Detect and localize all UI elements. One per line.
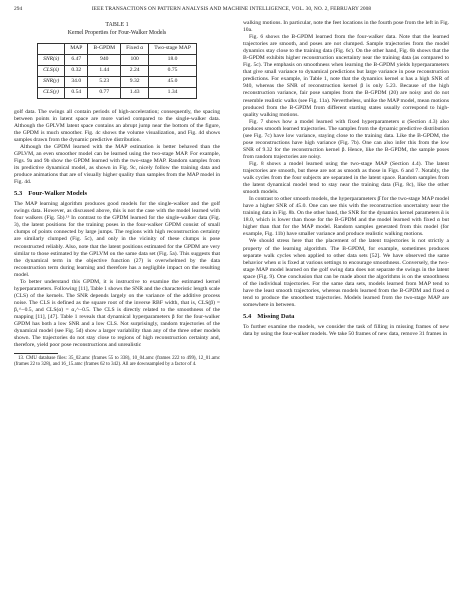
table-cell: 1.34 [149, 87, 197, 98]
paragraph: In contrast to other smooth models, the hyperparameters β̄ for the two-stage MAP model have a higher SNR of 45.0. One can see this with the reconstruction uncertainty near the training data in Fig. 8b. On the other hand, the SNR for the dynamics kernel parameters ᾱ is 18.0, which is lower than those for the B-GPDM and the model learned with fixed α but higher than that for the MAP model. Random samples generated from this model (for example, Fig. 11b) have smaller variance and produce realistic walking motions. [243, 196, 449, 238]
paragraph: Fig. 7 shows how a model learned with fixed hyperparameters α (Section 4.3) also produces smooth learned trajectories. The samples from the dynamic predictive distribution (see Fig. 7c) have low variance, staying close to the training data. Like the B-GPDM, the pose reconstructions have high variance (Fig. 7b). One can also infer this from the low SNR of 9.32 for the reconstruction kernel β. Hence, like the B-GPDM, the sample poses from random trajectories are noisy. [243, 118, 449, 160]
running-header [14, 6, 449, 15]
table-caption: TABLE 1 [105, 22, 129, 28]
right-column [243, 20, 449, 338]
paragraph: The MAP learning algorithm produces good models for the single-walker and the golf swings data. However, as discussed above, this is not the case with the model learned with four walkers (Fig. 5b).¹³ In contrast to the GPDM learned for the single-walker data (Fig. 3), the latent positions for the training poses in the four-walker GPDM consist of small clumps of points connected by large jumps. The regions with high reconstruction certainty are similarly clumped (Fig. 5c), and only in the vicinity of these clumps is pose reconstructed reliably. Also, note that the latent positions estimated for the GPDM are very similar to those estimated by the GPLVM on the same data set (Fig. 5a). This suggests that the dynamical term in the objective function (27) is overwhelmed by the data reconstruction term during learning and therefore has a negligible impact on the resulting model. [14, 201, 220, 278]
table-row [38, 87, 197, 98]
paragraph: To further examine the models, we consider the task of filling in missing frames of new data by using the four-walker models. We take 50 frames of new data, remove 31 frames in [243, 323, 449, 337]
left-column [14, 20, 220, 368]
table-header-cell: Two-stage MAP [149, 43, 197, 54]
table-subtitle: Kernel Properties for Four-Walker Models [67, 29, 167, 36]
paragraph: We should stress here that the placement of the latent trajectories is not strictly a property of the learning algorithm. The B-GPDM, for example, sometimes produces separate walk cycles when applied to other data sets [52]. We have observed the same behavior when α is fixed at various settings to encourage smoothness. Conversely, the two-stage MAP model learned on the golf swing data does not separate the swings in the latent space (Fig. 9). One conclusion that can be made about the algorithms is on the smoothness of the individual trajectories. For the same data sets, models learned from MAP tend to have the least smooth trajectories, whereas models learned from the B-GPDM and fixed α tend to produce the smoothest trajectories. Models learned from the two-stage MAP are somewhere in between. [243, 238, 449, 308]
paragraph: Fig. 6 shows the B-GPDM learned from the four-walker data. Note that the learned trajectories are smooth, and poses are not clumped. Sample trajectories from the model dynamics stay close to the training data (Fig. 6c). On the other hand, Fig. 6b shows that the B-GPDM exhibits higher reconstruction uncertainty near the training data (as compared to Fig. 5c). The emphasis on smoothness when learning the B-GPDM yields hyperparameters that give small variance to dynamical predictions but large variance in pose reconstruction predictions. For example, in Table 1, note that the dynamics kernel α has a high SNR of 940, whereas the SNR of reconstruction kernel β is only 5.23. Because of the high reconstruction variance, fair pose samples from the B-GPDM (20) are noisy and do not resemble realistic walks (see Fig. 11a). Nevertheless, unlike the MAP model, mean motions produced from the B-GPDM from different starting states usually correspond to high-quality walking motions. [243, 34, 449, 118]
table-cell: 0.77 [88, 87, 121, 98]
journal-header: IEEE TRANSACTIONS ON PATTERN ANALYSIS AND MACHINE INTELLIGENCE, VOL. 30, NO. 2, FEBRUARY 2008 [91, 6, 372, 12]
table-cell: 6.47 [65, 54, 88, 65]
section-heading [14, 190, 220, 198]
table-header-cell: MAP [65, 43, 88, 54]
table-cell: 100 [121, 54, 149, 65]
section-number: 5.4 [243, 312, 252, 320]
table-cell: 0.75 [149, 65, 197, 76]
table-cell: 45.0 [149, 76, 197, 87]
section-heading [243, 313, 449, 321]
table-cell: 34.0 [65, 76, 88, 87]
section-title: Four-Walker Models [28, 190, 88, 198]
paragraph: walking motions. In particular, note the feet locations in the fourth pose from the left in Fig. 10a. [243, 20, 449, 34]
table-cell: 5.23 [88, 76, 121, 87]
table-cell: 0.32 [65, 65, 88, 76]
table-cell: 0.54 [65, 87, 88, 98]
kernel-properties-table [37, 43, 197, 99]
table-header-cell: B-GPDM [88, 43, 121, 54]
paragraph: To better understand this GPDM, it is instructive to examine the estimated kernel hyperparameters. Following [11], Table 1 shows the SNR and the characteristic length scale (CLS) of the kernels. The SNR depends largely on the variance of the additive process noise. The CLS is defined as the square root of the inverse RBF width, that is, CLS(β) = β₁^−0.5, and CLS(α) = α₁^−0.5. The CLS is directly related to the smoothness of the mapping [11], [47]. Table 1 reveals that dynamical hyperparameters β for the four-walker GPDM has both a low SNR and a low CLS. Not surprisingly, random trajectories of the dynamical model (see Fig. 5d) show a larger variability than any of the three other models shown. The trajectories do not stay close to regions of high reconstruction certainty and, therefore, yield poor pose reconstructions and unrealistic [14, 278, 220, 349]
footnote: 13. CMU database files: 35_02.amc (frames 55 to 338), 10_04.amc (frames 222 to 499), 12_01.amc (frames 22 to 328), and 16_15.amc (frames 62 to 342). All are downsampled by a factor of 4. [14, 356, 220, 368]
table-header-cell: Fixed α [121, 43, 149, 54]
paragraph: Fig. 8 shows a model learned using the two-stage MAP (Section 4.4). The latent trajectories are smooth, but these are not as smooth as those in Figs. 6 and 7. Notably, the walk cycles from the four subjects are separated in the latent space. Random samples from the latent dynamical model tend to stay near the training data (Fig. 8c), like the other smooth models. [243, 160, 449, 196]
table-cell: 2.24 [121, 65, 149, 76]
table-row [38, 65, 197, 76]
table-row [38, 54, 197, 65]
page-number: 294 [14, 6, 23, 12]
section-title: Missing Data [257, 312, 295, 320]
table-cell: 1.44 [88, 65, 121, 76]
row-label: CLS(y) [38, 87, 65, 98]
row-label: SNR(ẋ) [38, 54, 65, 65]
section-number: 5.3 [14, 190, 23, 198]
row-label: SNR(y) [38, 76, 65, 87]
table-cell: 1.43 [121, 87, 149, 98]
table-row [38, 76, 197, 87]
paragraph: golf data. The swings all contain periods of high-acceleration; consequently, the spacing between points in latent space are more varied compared to the single-walker data. Although the GPLVM latent space contains an abrupt jump near the bottom of the figure, the GPDM is much smoother. Fig. 4c shows the volume visualization, and Fig. 4d shows samples drawn from the dynamic predictive distribution. [14, 108, 220, 143]
table-cell: 940 [88, 54, 121, 65]
table-header-cell [38, 43, 65, 54]
row-label: CLS(ẋ) [38, 65, 65, 76]
table-cell: 18.0 [149, 54, 197, 65]
paragraph: Although the GPDM learned with the MAP estimation is better behaved than the GPLVM, an even smoother model can be learned using the two-stage MAP. For example, Figs. 9a and 9b show the GPDM learned with the two-stage MAP. Random samples from its predictive dynamical model, as shown in Fig. 9c, nicely follow the training data and produce animations that are of visually higher quality than samples from the MAP model in Fig. 4d. [14, 143, 220, 186]
footnote-divider [14, 353, 58, 354]
table-cell: 9.32 [121, 76, 149, 87]
table-header-row [38, 43, 197, 54]
